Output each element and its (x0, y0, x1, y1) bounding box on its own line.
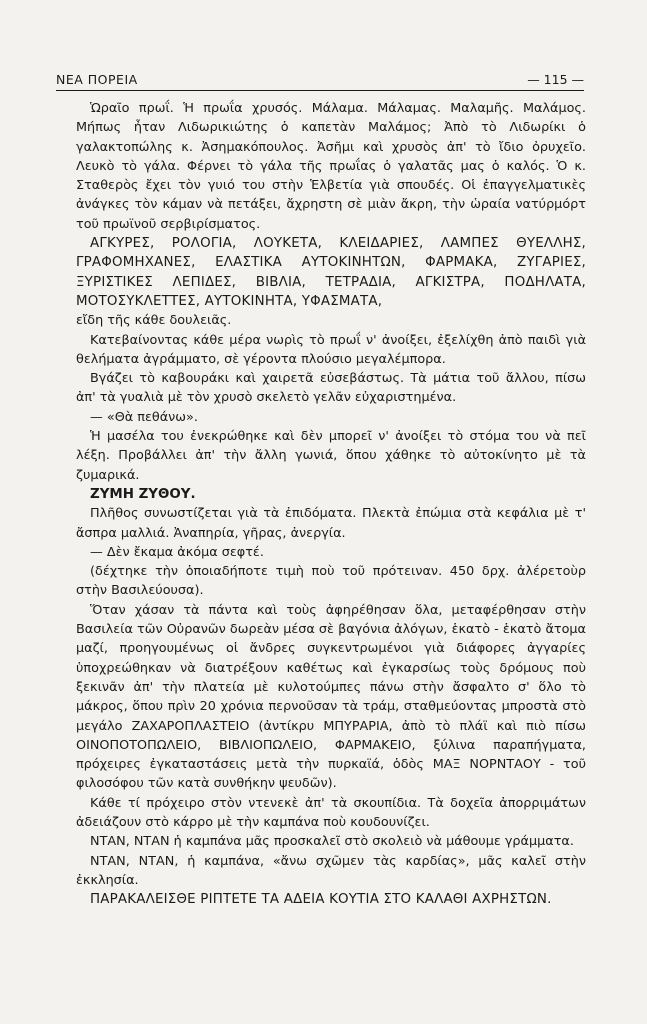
header-rule (56, 90, 584, 91)
page-number: — 115 — (527, 72, 584, 87)
paragraph-deportation: Ὅταν χάσαν τὰ πάντα καὶ τοὺς ἀφηρέθησαν ὅλα, μεταφέρθησαν στὴν Βασιλεία τῶν Οὐρανῶν δωρεὰν μέσα σὲ βαγόνια ἀλόγων, ἑκατὸ - ἑκατὸ ἄτομα μαζί, προηγουμένως οἱ ἄνδρες συγκεντρωμένοι γιὰ διάφορες ἀγγαρίες ὑποχρεώθηκαν νὰ διατρέξουν καθέτως καὶ ἐγκαρσίως τοὺς δρόμους ποὺ ξεκινᾶν ἀπ' τὴν πλατεία μὲ κυλοτούμπες πάνω στὴν ἄσφαλτο σ' ὅλο τὸ μάκρος, ὅπου πρὶν 20 χρόνια περνοῦσαν τὰ τράμ, σταθμεύοντας μπροστὰ στὸ μεγάλο ΖΑΧΑΡΟΠΛΑΣΤΕΙΟ (ἀντίκρυ ΜΠΥΡΑΡΙΑ, ἀπὸ τὸ πλάϊ καὶ πιὸ πίσω ΟΙΝΟΠΟΤΟΠΩΛΕΙΟ, ΒΙΒΛΙΟΠΩΛΕΙΟ, ΦΑΡΜΑΚΕΙΟ, ξύλινα παραπήγματα, πρόχειρες ἐγκαταστάσεις μετὰ τὴν πυρκαϊά, ὁδὸς ΜΑΞ ΝΟΡΝΤΑΟΥ - τοῦ φιλοσόφου τῶν κατὰ συνθήκην ψευδῶν). (76, 602, 586, 792)
body-text (76, 99, 586, 909)
paragraph-price-note: (δέχτηκε τὴν ὁποιαδήποτε τιμὴ ποὺ τοῦ πρότειναν. 450 δρχ. ἀλέρετοὺρ στὴν Βασιλεύουσα). (76, 564, 586, 599)
running-head (56, 72, 584, 90)
paragraph-morning: Ὡραῖο πρωΐ. Ἡ πρωΐα χρυσός. Μάλαμα. Μάλαμας. Μαλαμῆς. Μαλάμος. Μήπως ἦταν Λιδωρικιώτης ὁ καπετὰν Μαλάμος; Ἀπὸ τὸ Λιδωρίκι ὁ γαλακτοπώλης κ. Ἀσημακόπουλος. Ἀσῆμι καὶ χρυσὸς ἀπ' τὸ ἴδιο ὀρυχεῖο. Λευκὸ τὸ γάλα. Φέρνει τὸ γάλα τῆς πρωΐας ὁ γαλατᾶς μας ὁ καλός. Ὁ κ. Σταθερὸς ἔχει τὸν γυιό του στὴν Ἑλβετία γιὰ σπουδές. Οἱ ἐπαγγελματικὲς ἀνάγκες τὸν κάμαν νὰ πετάξει, ἄχρηστη σὲ μιὰν ἄκρη, τὴν ὡραία νατύρμόρτ τοῦ πρωϊνοῦ σερβιρίσματος. (76, 101, 586, 232)
paragraph-hat: Βγάζει τὸ καβουράκι καὶ χαιρετᾶ εὐσεβάστως. Τὰ μάτια τοῦ ἄλλου, πίσω ἀπ' τὰ γυαλιὰ μὲ τὸν χρυσὸ σκελετὸ γελᾶν εὐχαριστημένα. (76, 371, 586, 406)
paragraph-quote: — «Θὰ πεθάνω». (90, 409, 198, 425)
paragraph-goods-list: ΑΓΚΥΡΕΣ, ΡΟΛΟΓΙΑ, ΛΟΥΚΕΤΑ, ΚΛΕΙΔΑΡΙΕΣ, ΛΑΜΠΕΣ ΘΥΕΛΛΗΣ, ΓΡΑΦΟΜΗΧΑΝΕΣ, ΕΛΑΣΤΙΚΑ ΑΥΤΟΚΙΝΗΤΩΝ, ΦΑΡΜΑΚΑ, ΖΥΓΑΡΙΕΣ, ΞΥΡΙΣΤΙΚΕΣ ΛΕΠΙΔΕΣ, ΒΙΒΛΙΑ, ΤΕΤΡΑΔΙΑ, ΑΓΚΙΣΤΡΑ, ΠΟΔΗΛΑΤΑ, ΜΟΤΟΣΥΚΛΕΤΤΕΣ, ΑΥΤΟΚΙΝΗΤΑ, ΥΦΑΣΜΑΤΑ, (76, 236, 586, 309)
paragraph-rubbish: Κάθε τί πρόχειρο στὸν ντενεκὲ ἀπ' τὰ σκουπίδια. Τὰ δοχεῖα ἀπορριμάτων ἀδειάζουν στὸ κάρρο μὲ τὴν καμπάνα ποὺ κουδουνίζει. (76, 795, 586, 830)
paragraph-notice: ΠΑΡΑΚΑΛΕΙΣΘΕ ΡΙΠΤΕΤΕ ΤΑ ΑΔΕΙΑ ΚΟΥΤΙΑ ΣΤΟ ΚΑΛΑΘΙ ΑΧΡΗΣΤΩΝ. (90, 892, 552, 908)
section-heading-beer-yeast: ΖΥΜΗ ΖΥΘΟΥ. (90, 486, 196, 502)
paragraph-goods-end: εἴδη τῆς κάθε δουλειᾶς. (76, 313, 232, 329)
paragraph-crowd: Πλῆθος συνωστίζεται γιὰ τὰ ἐπιδόματα. Πλεκτὰ ἐπώμια στὰ κεφάλια μὲ τ' ἄσπρα μαλλιά. Ἀναπηρία, γῆρας, ἀνεργία. (76, 506, 586, 541)
journal-title: ΝΕΑ ΠΟΡΕΙΑ (56, 72, 138, 87)
paragraph-bell-school: ΝΤΑΝ, ΝΤΑΝ ἡ καμπάνα μᾶς προσκαλεῖ στὸ σκολειὸ νὰ μάθουμε γράμματα. (90, 834, 574, 850)
paragraph-bell-church: ΝΤΑΝ, ΝΤΑΝ, ἡ καμπάνα, «ἄνω σχῶμεν τὰς καρδίας», μᾶς καλεῖ στὴν ἐκκλησία. (76, 853, 586, 888)
paragraph-sefte: — Δὲν ἔκαμα ἀκόμα σεφτέ. (90, 544, 264, 560)
paragraph-jaw: Ἡ μασέλα του ἐνεκρώθηκε καὶ δὲν μπορεῖ ν' ἀνοίξει τὸ στόμα του νὰ πεῖ λέξη. Προβάλλει ἀπ' τὴν ἄλλη γωνιά, ὅπου χάθηκε τὸ αὐτοκίνητο μὲ τὰ ζυμαρικά. (76, 429, 586, 483)
paragraph-descending: Κατεβαίνοντας κάθε μέρα νωρὶς τὸ πρωΐ ν' ἀνοίξει, ἐξελίχθη ἀπὸ παιδὶ γιὰ θελήματα ἀγράμματο, σὲ γέροντα πλούσιο μεγαλέμπορα. (76, 332, 586, 367)
